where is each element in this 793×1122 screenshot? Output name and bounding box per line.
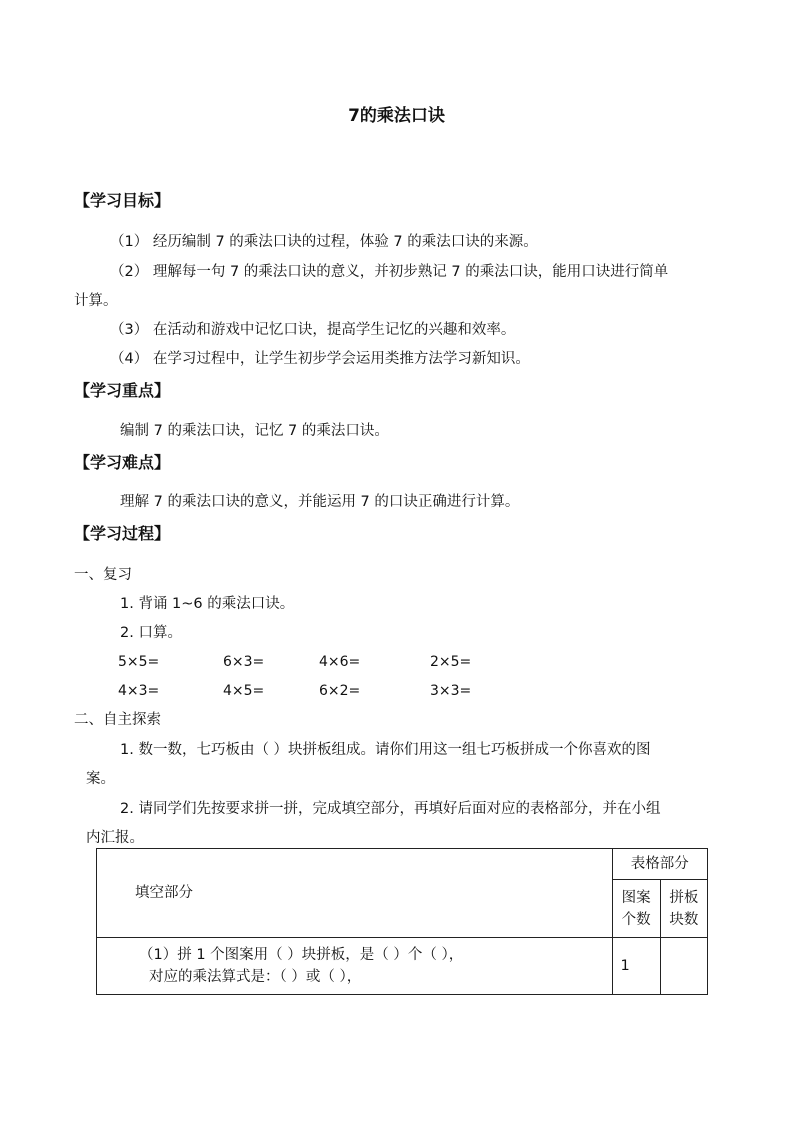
goal-item-2-continued: 计算。	[74, 293, 118, 309]
explore-question-1: 1. 数一数，七巧板由（ ）块拼板组成。请你们用这一组七巧板拼成一个你喜欢的图	[120, 742, 651, 758]
activity-table	[96, 848, 708, 995]
calc-item: 6×2=	[319, 683, 361, 699]
calc-item: 4×5=	[223, 683, 265, 699]
goal-item-2: （2） 理解每一句 7 的乘法口诀的意义，并初步熟记 7 的乘法口诀，能用口诀进行简单	[110, 264, 669, 280]
column-pattern-count	[612, 880, 660, 938]
calc-item: 3×3=	[430, 683, 472, 699]
review-heading: 一、复习	[74, 567, 132, 583]
heading-learning-process: 【学习过程】	[74, 524, 171, 543]
explore-question-1-continued: 案。	[86, 771, 115, 787]
key-points-text: 编制 7 的乘法口诀，记忆 7 的乘法口诀。	[120, 423, 389, 439]
table-row	[97, 938, 613, 995]
column-piece-count-line1: 拼板	[669, 889, 699, 906]
calc-item: 5×5=	[118, 654, 160, 670]
review-item-2: 2. 口算。	[120, 625, 182, 641]
fill-section-header: 填空部分	[97, 849, 613, 938]
page-title: 7的乘法口诀	[348, 106, 445, 126]
explore-heading: 二、自主探索	[74, 712, 161, 728]
row-1-piece-count	[660, 938, 707, 995]
column-pattern-count-line2: 个数	[621, 911, 651, 928]
row-1-pattern-count: 1	[612, 938, 660, 995]
calc-item: 4×3=	[118, 683, 160, 699]
column-piece-count	[660, 880, 707, 938]
heading-difficulty: 【学习难点】	[74, 453, 171, 472]
explore-question-2-continued: 内汇报。	[86, 830, 144, 846]
column-pattern-count-line1: 图案	[621, 889, 651, 906]
calc-item: 4×6=	[319, 654, 361, 670]
difficulty-text: 理解 7 的乘法口诀的意义，并能运用 7 的口诀正确进行计算。	[120, 494, 520, 510]
heading-learning-goals: 【学习目标】	[74, 191, 171, 210]
goal-item-1: （1） 经历编制 7 的乘法口诀的过程，体验 7 的乘法口诀的来源。	[110, 234, 538, 250]
row-1-fill-line2: 对应的乘法算式是：（ ）或（ ），	[149, 969, 362, 985]
table-section-header: 表格部分	[612, 849, 707, 880]
goal-item-3: （3） 在活动和游戏中记忆口诀，提高学生记忆的兴趣和效率。	[110, 322, 516, 338]
explore-question-2: 2. 请同学们先按要求拼一拼，完成填空部分，再填好后面对应的表格部分，并在小组	[120, 801, 661, 817]
calc-item: 6×3=	[223, 654, 265, 670]
row-1-fill-line1: （1）拼 1 个图案用（ ）块拼板，是（ ）个（ ），	[139, 947, 464, 963]
calc-item: 2×5=	[430, 654, 472, 670]
review-item-1: 1. 背诵 1~6 的乘法口诀。	[120, 596, 295, 612]
goal-item-4: （4） 在学习过程中，让学生初步学会运用类推方法学习新知识。	[110, 351, 530, 367]
column-piece-count-line2: 块数	[669, 911, 699, 928]
heading-key-points: 【学习重点】	[74, 381, 171, 400]
